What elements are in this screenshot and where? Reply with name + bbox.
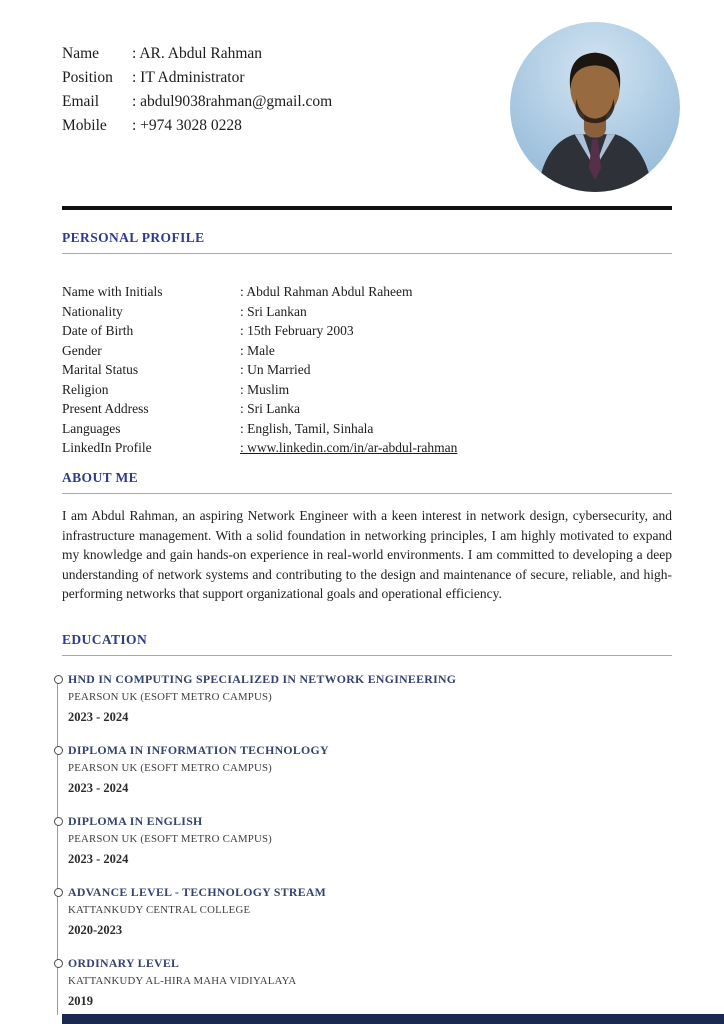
- contact-value: : IT Administrator: [132, 69, 245, 86]
- section-rule: [62, 253, 672, 254]
- contact-label: Mobile: [62, 117, 107, 134]
- education-degree: ADVANCE LEVEL - TECHNOLOGY STREAM: [68, 885, 327, 899]
- education-years: 2023 - 2024: [68, 852, 129, 866]
- detail-label: Marital Status: [62, 362, 139, 377]
- detail-value: : Sri Lankan: [240, 303, 307, 319]
- detail-value: : 15th February 2003: [240, 323, 354, 338]
- about-me-title: ABOUT ME: [62, 470, 139, 485]
- education-section: [62, 632, 672, 1024]
- detail-label: Present Address: [62, 401, 149, 416]
- contact-value: : abdul9038rahman@gmail.com: [132, 93, 333, 110]
- education-timeline: [54, 672, 672, 1009]
- education-years: 2023 - 2024: [68, 781, 129, 795]
- section-rule: [62, 493, 672, 494]
- education-item: [68, 672, 672, 725]
- header-divider: [62, 206, 672, 210]
- education-school: PEARSON UK (ESOFT METRO CAMPUS): [68, 691, 272, 703]
- detail-value: : Un Married: [240, 362, 311, 377]
- personal-profile-title: PERSONAL PROFILE: [62, 230, 205, 245]
- contact-label: Name: [62, 45, 100, 62]
- detail-row: [62, 380, 672, 400]
- education-school: PEARSON UK (ESOFT METRO CAMPUS): [68, 762, 272, 774]
- education-item: [68, 956, 672, 1009]
- detail-row: [62, 419, 672, 439]
- personal-details: [62, 282, 672, 458]
- detail-value: : Muslim: [240, 381, 290, 397]
- education-item: [68, 885, 672, 938]
- timeline-dot-icon: [54, 959, 63, 968]
- section-rule: [62, 655, 672, 656]
- detail-label: Date of Birth: [62, 323, 134, 338]
- detail-value: : Male: [240, 342, 275, 358]
- contact-value: : AR. Abdul Rahman: [132, 45, 263, 62]
- detail-row: [62, 321, 672, 341]
- detail-row: [62, 438, 672, 458]
- detail-label: LinkedIn Profile: [62, 440, 152, 455]
- detail-row: [62, 282, 672, 302]
- detail-row: [62, 399, 672, 419]
- contact-row: [62, 90, 332, 114]
- detail-value: : English, Tamil, Sinhala: [240, 420, 374, 436]
- education-degree: DIPLOMA IN INFORMATION TECHNOLOGY: [68, 743, 329, 757]
- personal-profile-section: [62, 230, 672, 458]
- education-degree: ORDINARY LEVEL: [68, 956, 180, 970]
- education-title: EDUCATION: [62, 632, 148, 647]
- education-degree: DIPLOMA IN ENGLISH: [68, 814, 203, 828]
- detail-value: : Abdul Rahman Abdul Raheem: [240, 284, 413, 299]
- contact-row: [62, 114, 332, 138]
- contact-block: [62, 42, 332, 138]
- education-years: 2023 - 2024: [68, 710, 129, 724]
- timeline-dot-icon: [54, 888, 63, 897]
- detail-row: [62, 302, 672, 322]
- education-school: KATTANKUDY AL-HIRA MAHA VIDIYALAYA: [68, 975, 297, 987]
- detail-label: Languages: [62, 420, 121, 436]
- detail-label: Name with Initials: [62, 284, 163, 299]
- contact-row: [62, 42, 332, 66]
- timeline-dot-icon: [54, 675, 63, 684]
- detail-row: [62, 360, 672, 380]
- detail-label: Religion: [62, 381, 109, 397]
- timeline-dot-icon: [54, 817, 63, 826]
- detail-value[interactable]: : www.linkedin.com/in/ar-abdul-rahman: [240, 440, 458, 455]
- contact-value: : +974 3028 0228: [132, 117, 242, 134]
- timeline-dot-icon: [54, 746, 63, 755]
- education-school: PEARSON UK (ESOFT METRO CAMPUS): [68, 833, 272, 845]
- detail-row: [62, 341, 672, 361]
- contact-label: Position: [62, 69, 113, 86]
- education-school: KATTANKUDY CENTRAL COLLEGE: [68, 904, 251, 916]
- contact-row: [62, 66, 332, 90]
- education-years: 2020-2023: [68, 923, 123, 937]
- about-me-section: [62, 470, 672, 604]
- profile-photo: [510, 22, 680, 192]
- education-item: [68, 814, 672, 867]
- education-degree: HND IN COMPUTING SPECIALIZED IN NETWORK ENGINEERING: [68, 672, 457, 686]
- detail-value: : Sri Lanka: [240, 401, 300, 416]
- about-me-text: I am Abdul Rahman, an aspiring Network Engineer with a keen interest in network design, cybersecurity, and infrastructure management. With a solid foundation in networking principles, I am highly motivated to expand my knowledge and gain hands-on experience in real-world environments. I am committed to developing a deep understanding of network systems and contributing to the design and maintenance of secure, reliable, and high-performing networks that support organizational goals and operational efficiency.: [62, 508, 672, 601]
- education-item: [68, 743, 672, 796]
- education-years: 2019: [68, 994, 93, 1008]
- footer-bar: [62, 1014, 724, 1024]
- detail-label: Nationality: [62, 303, 123, 319]
- person-avatar: [510, 22, 680, 192]
- detail-label: Gender: [62, 342, 102, 358]
- contact-label: Email: [62, 93, 100, 110]
